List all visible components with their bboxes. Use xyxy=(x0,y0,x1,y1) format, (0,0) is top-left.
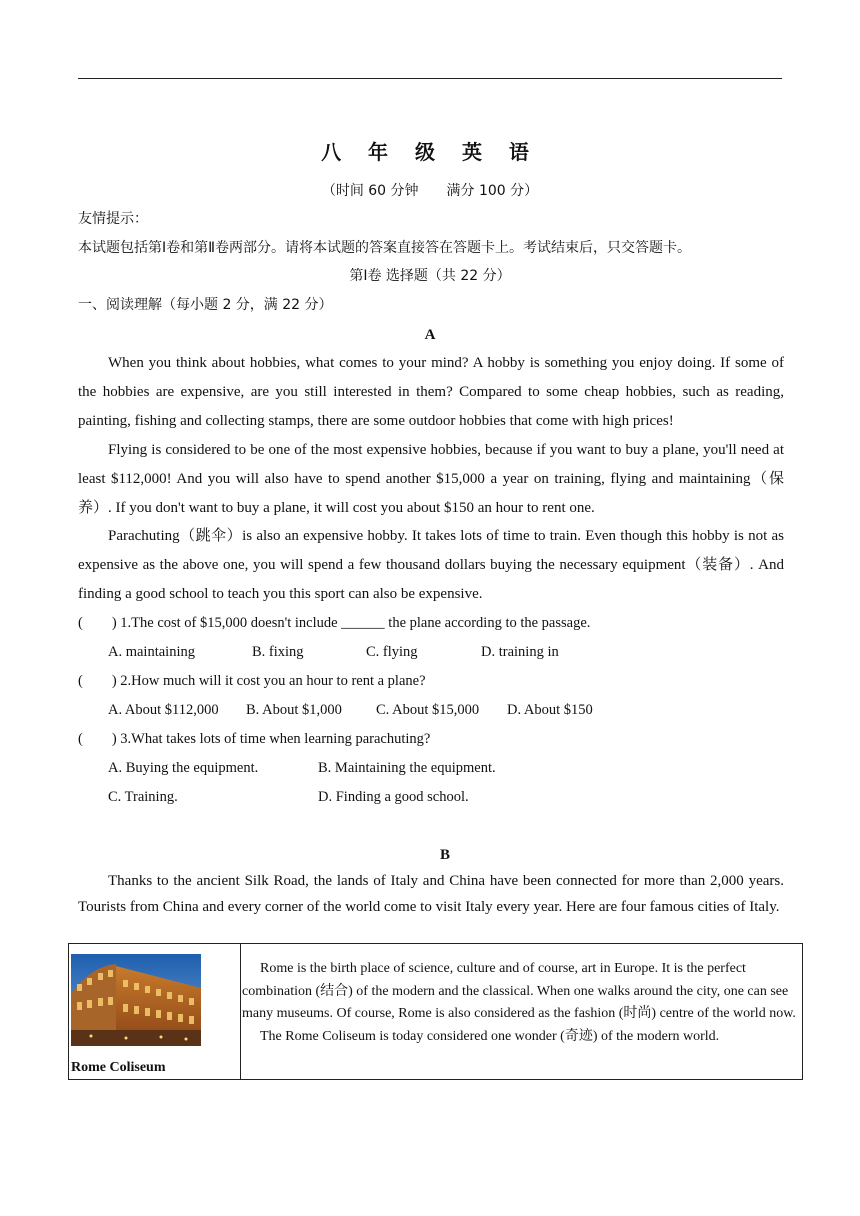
city-image-cell xyxy=(69,944,241,1080)
tips-text: 本试题包括第Ⅰ卷和第Ⅱ卷两部分。请将本试题的答案直接答在答题卡上。考试结束后，只交答题卡。 xyxy=(78,240,692,256)
question-3-stem: ( ) 3.What takes lots of time when learning parachuting? xyxy=(78,731,431,747)
question-1-option-c[interactable]: C. flying xyxy=(366,644,418,660)
question-1-option-d[interactable]: D. training in xyxy=(481,644,559,660)
question-2-stem: ( ) 2.How much will it cost you an hour to rent a plane? xyxy=(78,673,426,689)
passage-a-label: A xyxy=(424,327,436,343)
question-3-option-b[interactable]: B. Maintaining the equipment. xyxy=(318,760,496,776)
city-table xyxy=(68,943,803,1080)
volume-title: 第Ⅰ卷 选择题（共 22 分） xyxy=(349,268,511,284)
section-title: 一、阅读理解（每小题 2 分，满 22 分） xyxy=(78,297,333,313)
page-title: 八 年 级 英 语 xyxy=(321,140,539,164)
tips-label: 友情提示： xyxy=(78,211,148,227)
city-caption: Rome Coliseum xyxy=(71,1060,166,1075)
city-description xyxy=(241,944,803,1080)
question-2-option-d[interactable]: D. About $150 xyxy=(507,702,593,718)
passage-b-label: B xyxy=(439,847,450,863)
exam-info: （时间 60 分钟 满分 100 分） xyxy=(321,183,539,199)
passage-a-paragraph-1: When you think about hobbies, what comes to your mind? A hobby is something you enjoy doing. If some of the hobbies are expensive, are you still interested in them? Compared to some cheap hobbies, such as reading, painting, fishing and collecting stamps, there are some outdoor hobbies that come with high prices! xyxy=(78,355,784,429)
question-2-option-b[interactable]: B. About $1,000 xyxy=(246,702,342,718)
header-rule xyxy=(78,78,782,79)
question-1-option-b[interactable]: B. fixing xyxy=(252,644,304,660)
table-row xyxy=(69,944,803,1080)
question-2-option-c[interactable]: C. About $15,000 xyxy=(376,702,480,718)
passage-a-paragraph-2: Flying is considered to be one of the most expensive hobbies, because if you want to buy a plane, you'll need at least $112,000! And you will also have to spend another $15,000 a year on training, flying and maintaining（保养）. If you don't want to buy a plane, it will cost you about $150 an hour to rent one. xyxy=(78,442,784,516)
city-description-paragraph-1: Rome is the birth place of science, culture and of course, art in Europe. It is the perfect combination (结合) of the modern and the classical. When one walks around the city, one can see many museums. Of course, Rome is also considered as the fashion (时尚) centre of the world now. xyxy=(242,961,796,1021)
question-2-option-a[interactable]: A. About $112,000 xyxy=(108,702,219,718)
question-3-option-a[interactable]: A. Buying the equipment. xyxy=(108,760,259,776)
question-1-stem: ( ) 1.The cost of $15,000 doesn't include ______ the plane according to the passage. xyxy=(78,615,591,631)
rome-coliseum-photo xyxy=(71,954,201,1046)
question-3-option-c[interactable]: C. Training. xyxy=(108,789,178,805)
passage-a-paragraph-3: Parachuting（跳伞）is also an expensive hobby. It takes lots of time to train. Even though this hobby is not as expensive as the above one, you will spend a few thousand dollars buying the necessary equipment（装备）. And finding a good school to teach you this sport can also be expensive. xyxy=(78,528,784,602)
passage-b-intro: Thanks to the ancient Silk Road, the lands of Italy and China have been connected for more than 2,000 years. Tourists from China and every corner of the world come to visit Italy every year. Here are four famous cities of Italy. xyxy=(78,873,784,915)
question-1-option-a[interactable]: A. maintaining xyxy=(108,644,195,660)
city-description-paragraph-2: The Rome Coliseum is today considered one wonder (奇迹) of the modern world. xyxy=(260,1028,720,1044)
question-3-option-d[interactable]: D. Finding a good school. xyxy=(318,789,469,805)
